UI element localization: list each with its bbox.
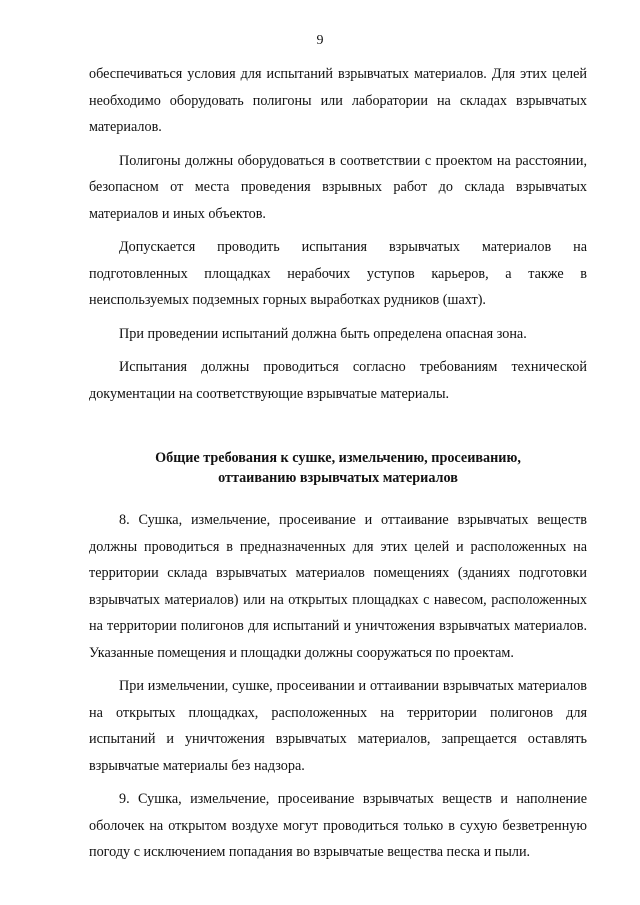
paragraph-supervision: При измельчении, сушке, просеивании и оттаивании взрывчатых материалов на открытых площадках, расположенных на территории полигонов для испытаний и уничтожения взрывчатых материалов, запрещается оставлять взрывчатые материалы без надзора. — [89, 678, 587, 774]
page-number: 9 — [316, 33, 324, 48]
paragraph-allowed-testing: Допускается проводить испытания взрывчатых материалов на подготовленных площадках нерабочих уступов карьеров, а также в неиспользуемых подземных горных выработках рудников (шахт). — [89, 239, 587, 308]
paragraph-item-9: 9. Сушка, измельчение, просеивание взрывчатых веществ и наполнение оболочек на открытом воздухе могут проводиться только в сухую безветренную погоду с исключением попадания во взрывчатые вещества песка и пыли. — [89, 791, 587, 860]
section-heading-line1: Общие требования к сушке, измельчению, просеиванию, — [155, 450, 521, 466]
paragraph-polygons: Полигоны должны оборудоваться в соответствии с проектом на расстоянии, безопасном от места проведения взрывных работ до склада взрывчатых материалов и иных объектов. — [89, 152, 587, 222]
paragraph-item-8: 8. Сушка, измельчение, просеивание и оттаивание взрывчатых веществ должны проводиться в предназначенных для этих целей и расположенных на территории склада взрывчатых материалов помещениях (зданиях подготовки взрывчатых материалов) или на открытых площадках с навесом, расположенных на территории полигонов для испытаний и уничтожения взрывчатых материалов. Указанные помещения и площадки должны сооружаться по проектам. — [89, 512, 587, 661]
paragraph-danger-zone: При проведении испытаний должна быть определена опасная зона. — [119, 325, 527, 342]
paragraph-test-documentation: Испытания должны проводиться согласно требованиям технической документации на соответствующие взрывчатые материалы. — [89, 359, 587, 402]
section-heading — [89, 448, 587, 488]
section-heading-line2: оттаиванию взрывчатых материалов — [218, 470, 458, 486]
document-body — [89, 61, 587, 866]
paragraph-continuation: обеспечиваться условия для испытаний взрывчатых материалов. Для этих целей необходимо оборудовать полигоны или лаборатории на складах взрывчатых материалов. — [89, 66, 587, 135]
